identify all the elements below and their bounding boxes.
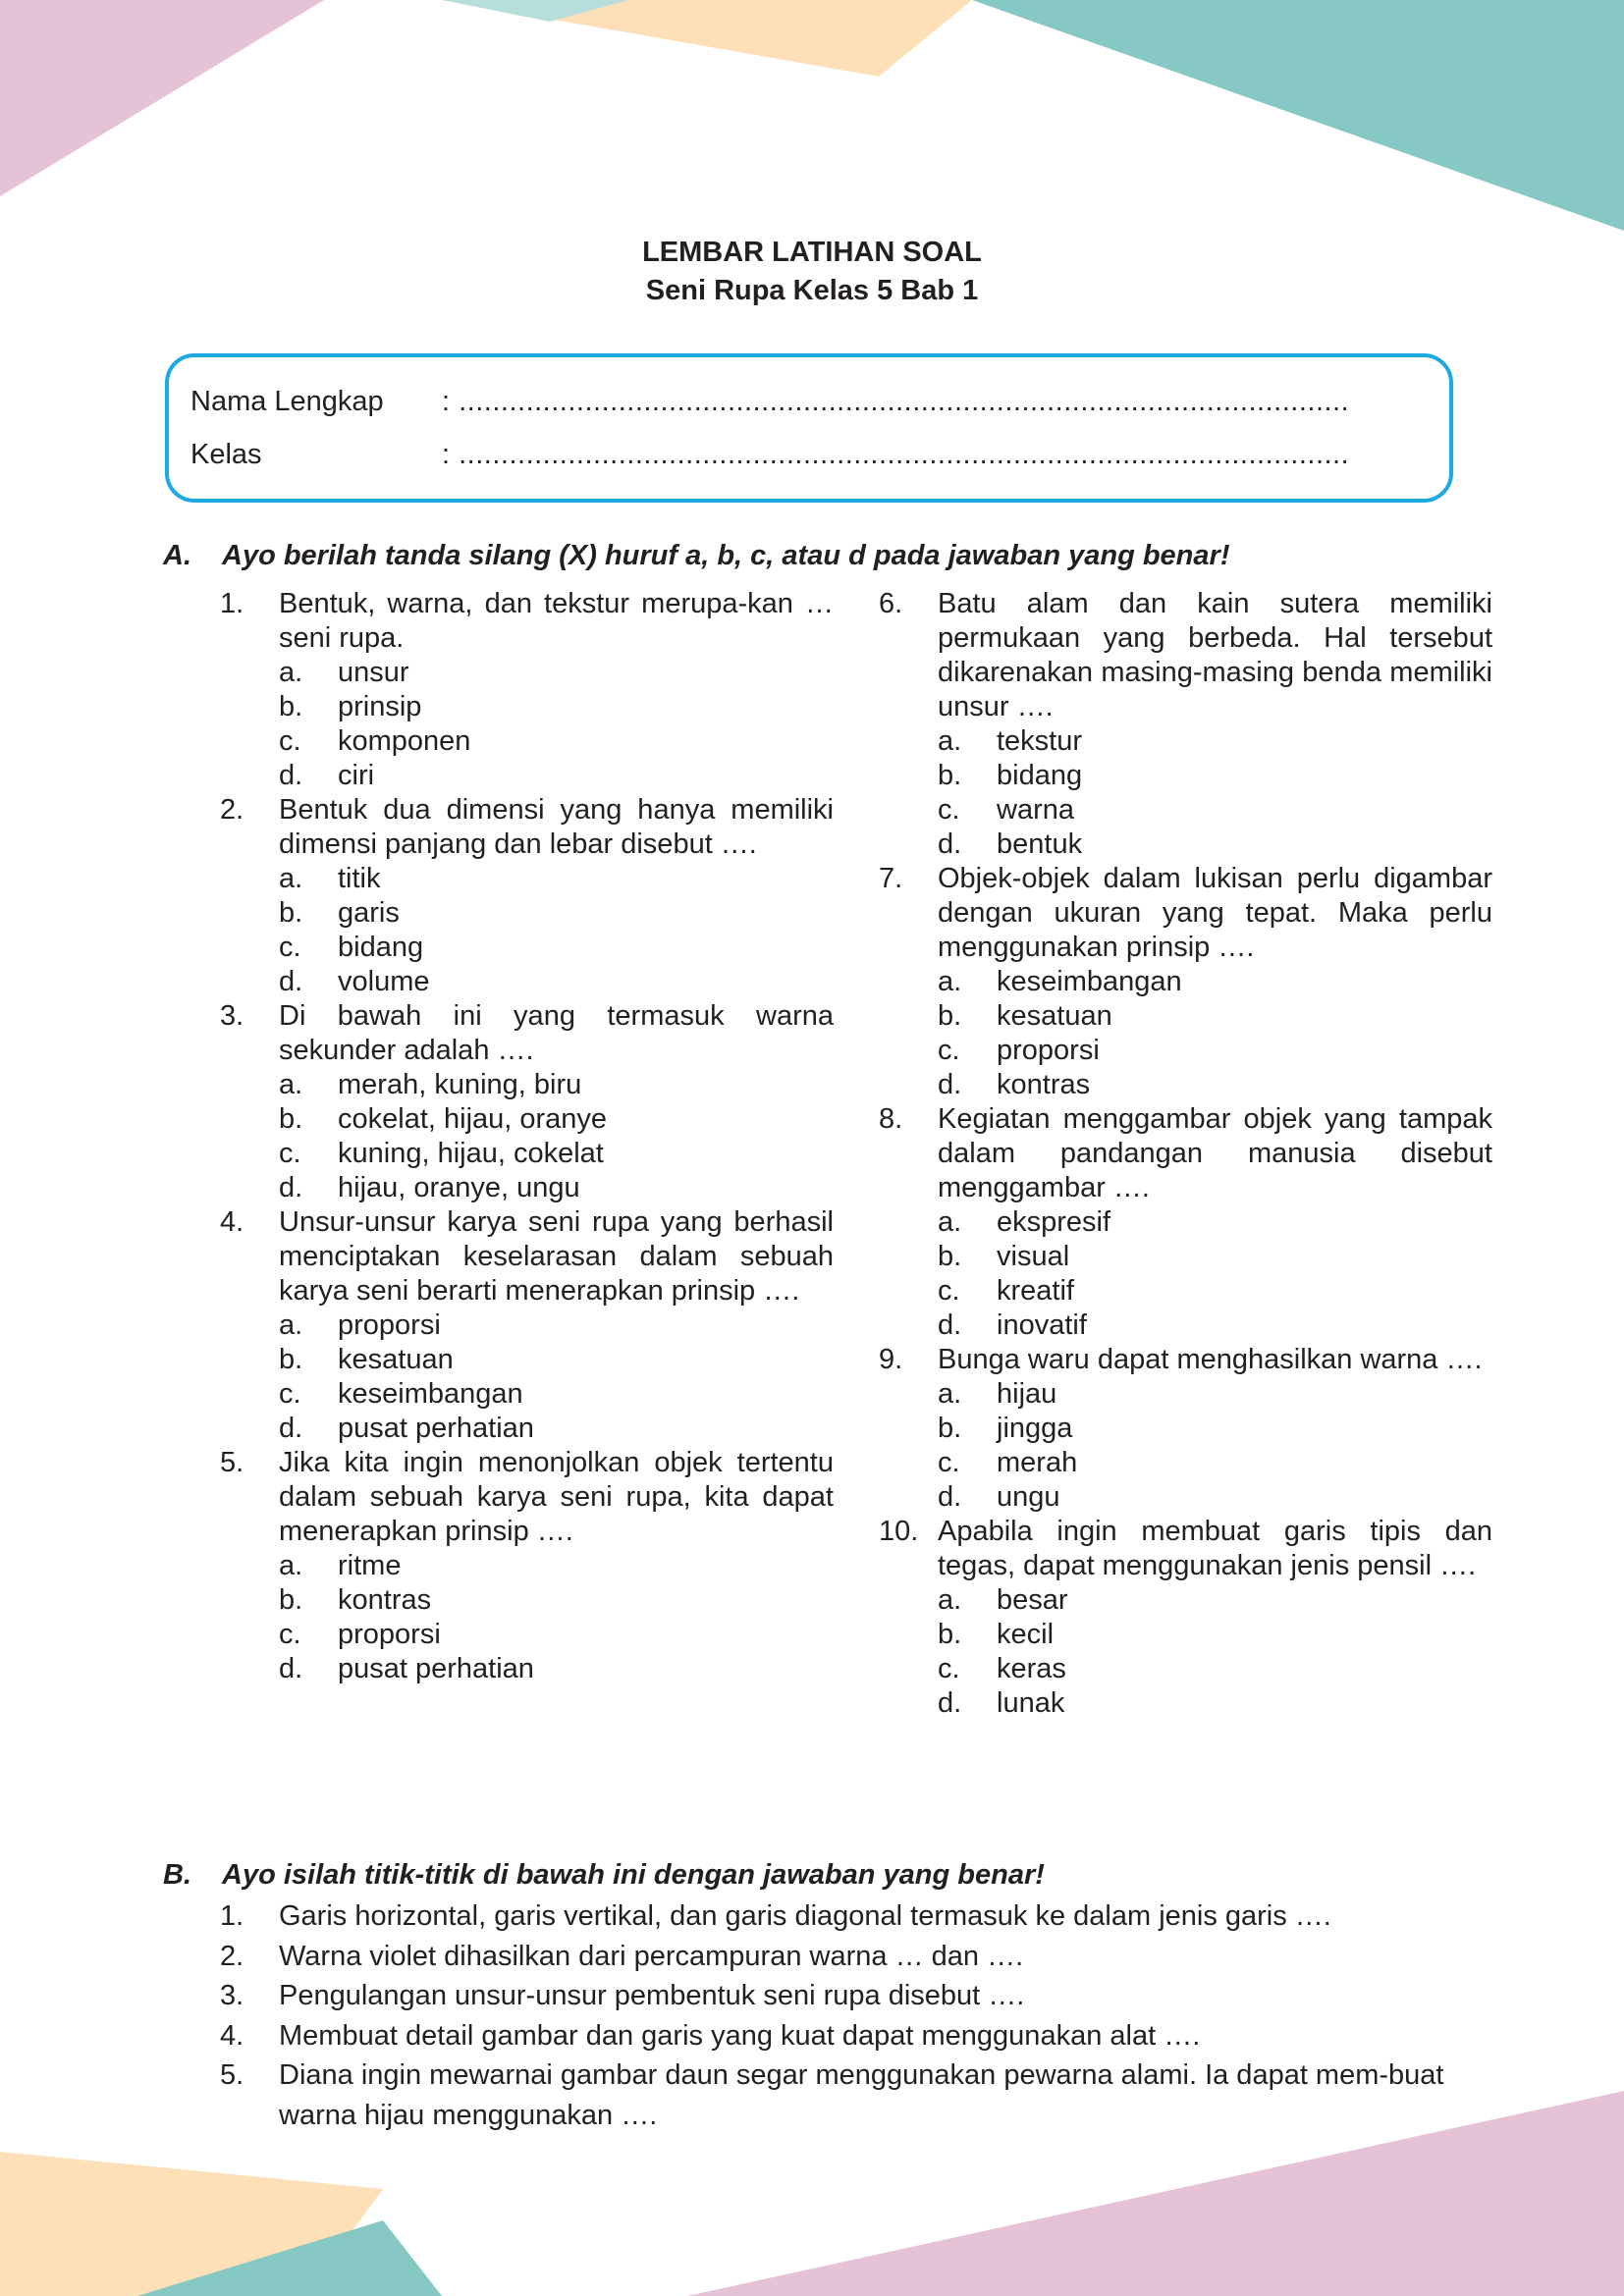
option-text: merah	[997, 1447, 1078, 1478]
option-text: titik	[338, 863, 381, 894]
answer-option[interactable]	[279, 1171, 834, 1205]
item-text: Garis horizontal, garis vertikal, dan garis diagonal termasuk ke dalam jenis garis ….	[279, 1900, 1331, 1932]
option-letter: d.	[938, 1309, 962, 1341]
option-letter: c.	[279, 725, 301, 757]
option-letter: a.	[938, 1378, 962, 1410]
answer-option[interactable]	[279, 1068, 834, 1102]
section-a-heading	[163, 538, 1229, 573]
answer-option[interactable]	[938, 1583, 1492, 1618]
option-letter: a.	[279, 1550, 303, 1581]
option-letter: b.	[938, 1619, 962, 1650]
answer-option[interactable]	[279, 1137, 834, 1171]
option-letter: a.	[279, 863, 303, 894]
answer-option[interactable]	[279, 965, 834, 999]
item-number: 5.	[220, 2059, 244, 2091]
option-text: besar	[997, 1584, 1068, 1616]
question-text: Di bawah ini yang termasuk warna sekunder adalah ….	[279, 1000, 834, 1066]
question-number: 6.	[879, 588, 903, 619]
option-text: bidang	[997, 760, 1083, 791]
question-number: 2.	[220, 794, 244, 826]
option-letter: a.	[279, 657, 303, 688]
option-text: tekstur	[997, 725, 1083, 757]
answer-option[interactable]	[938, 793, 1492, 828]
answer-option[interactable]	[938, 1377, 1492, 1412]
option-letter: c.	[938, 1275, 960, 1307]
option-text: merah, kuning, biru	[338, 1069, 582, 1100]
answer-option[interactable]	[938, 828, 1492, 862]
question-number: 9.	[879, 1344, 903, 1375]
question-text: Kegiatan menggambar objek yang tampak dalam pandangan manusia disebut menggambar ….	[938, 1103, 1492, 1203]
option-letter: b.	[279, 1103, 303, 1135]
option-text: hijau	[997, 1378, 1057, 1410]
option-text: lunak	[997, 1687, 1065, 1719]
option-letter: a.	[279, 1069, 303, 1100]
item-number: 1.	[220, 1900, 244, 1932]
option-letter: d.	[279, 966, 303, 997]
answer-option[interactable]	[938, 1686, 1492, 1721]
option-text: volume	[338, 966, 430, 997]
answer-option[interactable]	[938, 999, 1492, 1034]
question-number: 5.	[220, 1447, 244, 1478]
option-text: kecil	[997, 1619, 1055, 1650]
page-subtitle: Seni Rupa Kelas 5 Bab 1	[645, 275, 979, 306]
question-item	[220, 999, 834, 1205]
item-text: Diana ingin mewarnai gambar daun segar menggunakan pewarna alami. Ia dapat mem-buat warna hijau menggunakan ….	[279, 2059, 1444, 2131]
answer-option[interactable]	[938, 1274, 1492, 1308]
class-row	[190, 437, 1349, 472]
option-text: kreatif	[997, 1275, 1074, 1307]
answer-option[interactable]	[938, 965, 1492, 999]
answer-option[interactable]	[279, 1549, 834, 1583]
option-letter: d.	[279, 1413, 303, 1444]
option-letter: b.	[279, 691, 303, 722]
option-text: bidang	[338, 932, 424, 963]
question-text: Jika kita ingin menonjolkan objek tertentu dalam sebuah karya seni rupa, kita dapat menerapkan prinsip ….	[279, 1447, 834, 1547]
item-number: 4.	[220, 2019, 244, 2052]
option-letter: c.	[279, 1619, 301, 1650]
option-text: kuning, hijau, cokelat	[338, 1138, 604, 1169]
option-letter: c.	[938, 1447, 960, 1478]
option-text: visual	[997, 1241, 1070, 1272]
class-field[interactable]: : ..........................................................................................................	[442, 439, 1350, 470]
answer-option[interactable]	[279, 1652, 834, 1686]
question-text: Apabila ingin membuat garis tipis dan tegas, dapat menggunakan jenis pensil ….	[938, 1516, 1492, 1581]
question-number: 10.	[879, 1516, 919, 1547]
question-item	[220, 1446, 834, 1686]
option-text: warna	[997, 794, 1074, 826]
item-text: Pengulangan unsur-unsur pembentuk seni rupa disebut ….	[279, 1980, 1025, 2011]
answer-option[interactable]	[938, 724, 1492, 759]
item-number: 3.	[220, 1980, 244, 2011]
option-letter: b.	[938, 1413, 962, 1444]
option-letter: d.	[279, 760, 303, 791]
option-text: keseimbangan	[997, 966, 1182, 997]
answer-option[interactable]	[938, 1034, 1492, 1068]
name-row	[190, 384, 1349, 419]
question-item	[879, 587, 1492, 862]
option-text: pusat perhatian	[338, 1653, 534, 1684]
deco-top-right-teal	[972, 0, 1624, 231]
question-text: Batu alam dan kain sutera memiliki permukaan yang berbeda. Hal tersebut dikarenakan masing-masing benda memiliki unsur ….	[938, 588, 1492, 722]
option-text: kesatuan	[997, 1000, 1112, 1032]
question-item	[879, 862, 1492, 1102]
question-text: Bentuk dua dimensi yang hanya memiliki dimensi panjang dan lebar disebut ….	[279, 794, 834, 860]
deco-bottom-left-teal	[137, 2220, 442, 2296]
option-letter: b.	[938, 760, 962, 791]
option-letter: c.	[279, 1138, 301, 1169]
deco-top-left-pink	[0, 0, 324, 196]
question-text: Bunga waru dapat menghasilkan warna ….	[938, 1344, 1483, 1375]
option-letter: b.	[279, 897, 303, 929]
answer-option[interactable]	[279, 1583, 834, 1618]
answer-option[interactable]	[279, 1377, 834, 1412]
option-letter: a.	[279, 1309, 303, 1341]
fill-in-item	[220, 1976, 1467, 2016]
option-letter: a.	[938, 725, 962, 757]
option-letter: d.	[938, 1069, 962, 1100]
deco-bottom-left-peach	[0, 2152, 383, 2296]
page-title: LEMBAR LATIHAN SOAL	[642, 237, 982, 268]
question-item	[879, 1343, 1492, 1515]
question-item	[220, 587, 834, 793]
answer-option[interactable]	[279, 690, 834, 724]
option-letter: a.	[938, 1206, 962, 1238]
option-text: kontras	[338, 1584, 432, 1616]
answer-option[interactable]	[279, 896, 834, 931]
answer-option[interactable]	[938, 1412, 1492, 1446]
option-letter: d.	[938, 828, 962, 860]
name-label: Nama Lengkap	[190, 386, 384, 417]
option-text: inovatif	[997, 1309, 1087, 1341]
item-text: Membuat detail gambar dan garis yang kuat dapat menggunakan alat ….	[279, 2019, 1201, 2052]
option-letter: a.	[938, 966, 962, 997]
fill-in-list	[220, 1896, 1467, 2135]
answer-option[interactable]	[938, 1240, 1492, 1274]
option-letter: a.	[938, 1584, 962, 1616]
section-b-heading	[163, 1857, 1045, 1893]
questions-left-column	[220, 587, 834, 1686]
answer-option[interactable]	[279, 1618, 834, 1652]
question-text: Unsur-unsur karya seni rupa yang berhasil menciptakan keselarasan dalam sebuah karya seni berarti menerapkan prinsip ….	[279, 1206, 834, 1307]
section-a-title: Ayo berilah tanda silang (X) huruf a, b, c, atau d pada jawaban yang benar!	[222, 540, 1230, 571]
option-text: hijau, oranye, ungu	[338, 1172, 580, 1203]
option-text: proporsi	[338, 1309, 441, 1341]
answer-option[interactable]	[279, 759, 834, 793]
question-text: Bentuk, warna, dan tekstur merupa-kan … seni rupa.	[279, 588, 834, 654]
item-number: 2.	[220, 1940, 244, 1972]
student-info-box	[165, 353, 1453, 503]
answer-option[interactable]	[279, 862, 834, 896]
option-text: jingga	[997, 1413, 1073, 1444]
name-field[interactable]: : ..........................................................................................................	[442, 386, 1350, 417]
option-text: kontras	[997, 1069, 1091, 1100]
option-letter: c.	[938, 794, 960, 826]
option-letter: c.	[279, 1378, 301, 1410]
answer-option[interactable]	[938, 1068, 1492, 1102]
option-text: kesatuan	[338, 1344, 454, 1375]
questions-right-column	[879, 587, 1492, 1721]
question-item	[220, 1205, 834, 1446]
deco-top-teal-small	[442, 0, 628, 22]
answer-option[interactable]	[938, 1480, 1492, 1515]
section-a-letter: A.	[163, 540, 191, 571]
option-letter: c.	[938, 1653, 960, 1684]
option-text: unsur	[338, 657, 409, 688]
question-item	[879, 1515, 1492, 1721]
option-letter: b.	[279, 1344, 303, 1375]
option-text: komponen	[338, 725, 471, 757]
option-text: cokelat, hijau, oranye	[338, 1103, 608, 1135]
option-text: bentuk	[997, 828, 1083, 860]
option-letter: b.	[938, 1000, 962, 1032]
option-letter: c.	[938, 1035, 960, 1066]
option-letter: d.	[938, 1481, 962, 1513]
answer-option[interactable]	[938, 759, 1492, 793]
deco-top-peach	[442, 0, 972, 77]
answer-option[interactable]	[279, 1343, 834, 1377]
answer-option[interactable]	[938, 1205, 1492, 1240]
option-text: ciri	[338, 760, 375, 791]
option-text: prinsip	[338, 691, 422, 722]
fill-in-item	[220, 2056, 1467, 2135]
option-letter: b.	[279, 1584, 303, 1616]
answer-option[interactable]	[279, 1102, 834, 1137]
option-text: ungu	[997, 1481, 1060, 1513]
option-text: pusat perhatian	[338, 1413, 534, 1444]
fill-in-item	[220, 1937, 1467, 1977]
option-text: ritme	[338, 1550, 402, 1581]
option-text: ekspresif	[997, 1206, 1111, 1238]
answer-option[interactable]	[279, 656, 834, 690]
option-letter: d.	[938, 1687, 962, 1719]
option-text: keseimbangan	[338, 1378, 523, 1410]
question-number: 1.	[220, 588, 244, 619]
fill-in-item	[220, 1896, 1467, 1937]
answer-option[interactable]	[279, 724, 834, 759]
question-number: 8.	[879, 1103, 903, 1135]
question-number: 4.	[220, 1206, 244, 1238]
option-letter: d.	[279, 1172, 303, 1203]
fill-in-item	[220, 2016, 1467, 2056]
answer-option[interactable]	[938, 1618, 1492, 1652]
answer-option[interactable]	[938, 1652, 1492, 1686]
section-b-letter: B.	[163, 1859, 191, 1891]
class-label: Kelas	[190, 439, 262, 470]
option-letter: b.	[938, 1241, 962, 1272]
question-number: 7.	[879, 863, 903, 894]
section-b-title: Ayo isilah titik-titik di bawah ini dengan jawaban yang benar!	[222, 1859, 1045, 1891]
answer-option[interactable]	[938, 1308, 1492, 1343]
option-text: keras	[997, 1653, 1066, 1684]
question-item	[879, 1102, 1492, 1343]
question-number: 3.	[220, 1000, 244, 1032]
option-text: garis	[338, 897, 400, 929]
answer-option[interactable]	[279, 1412, 834, 1446]
question-text: Objek-objek dalam lukisan perlu digambar dengan ukuran yang tepat. Maka perlu menggunakan prinsip ….	[938, 863, 1492, 963]
item-text: Warna violet dihasilkan dari percampuran warna … dan ….	[279, 1940, 1024, 1972]
option-text: proporsi	[997, 1035, 1100, 1066]
option-letter: c.	[279, 932, 301, 963]
option-text: proporsi	[338, 1619, 441, 1650]
question-item	[220, 793, 834, 999]
option-letter: d.	[279, 1653, 303, 1684]
answer-option[interactable]	[279, 1308, 834, 1343]
answer-option[interactable]	[279, 931, 834, 965]
answer-option[interactable]	[938, 1446, 1492, 1480]
